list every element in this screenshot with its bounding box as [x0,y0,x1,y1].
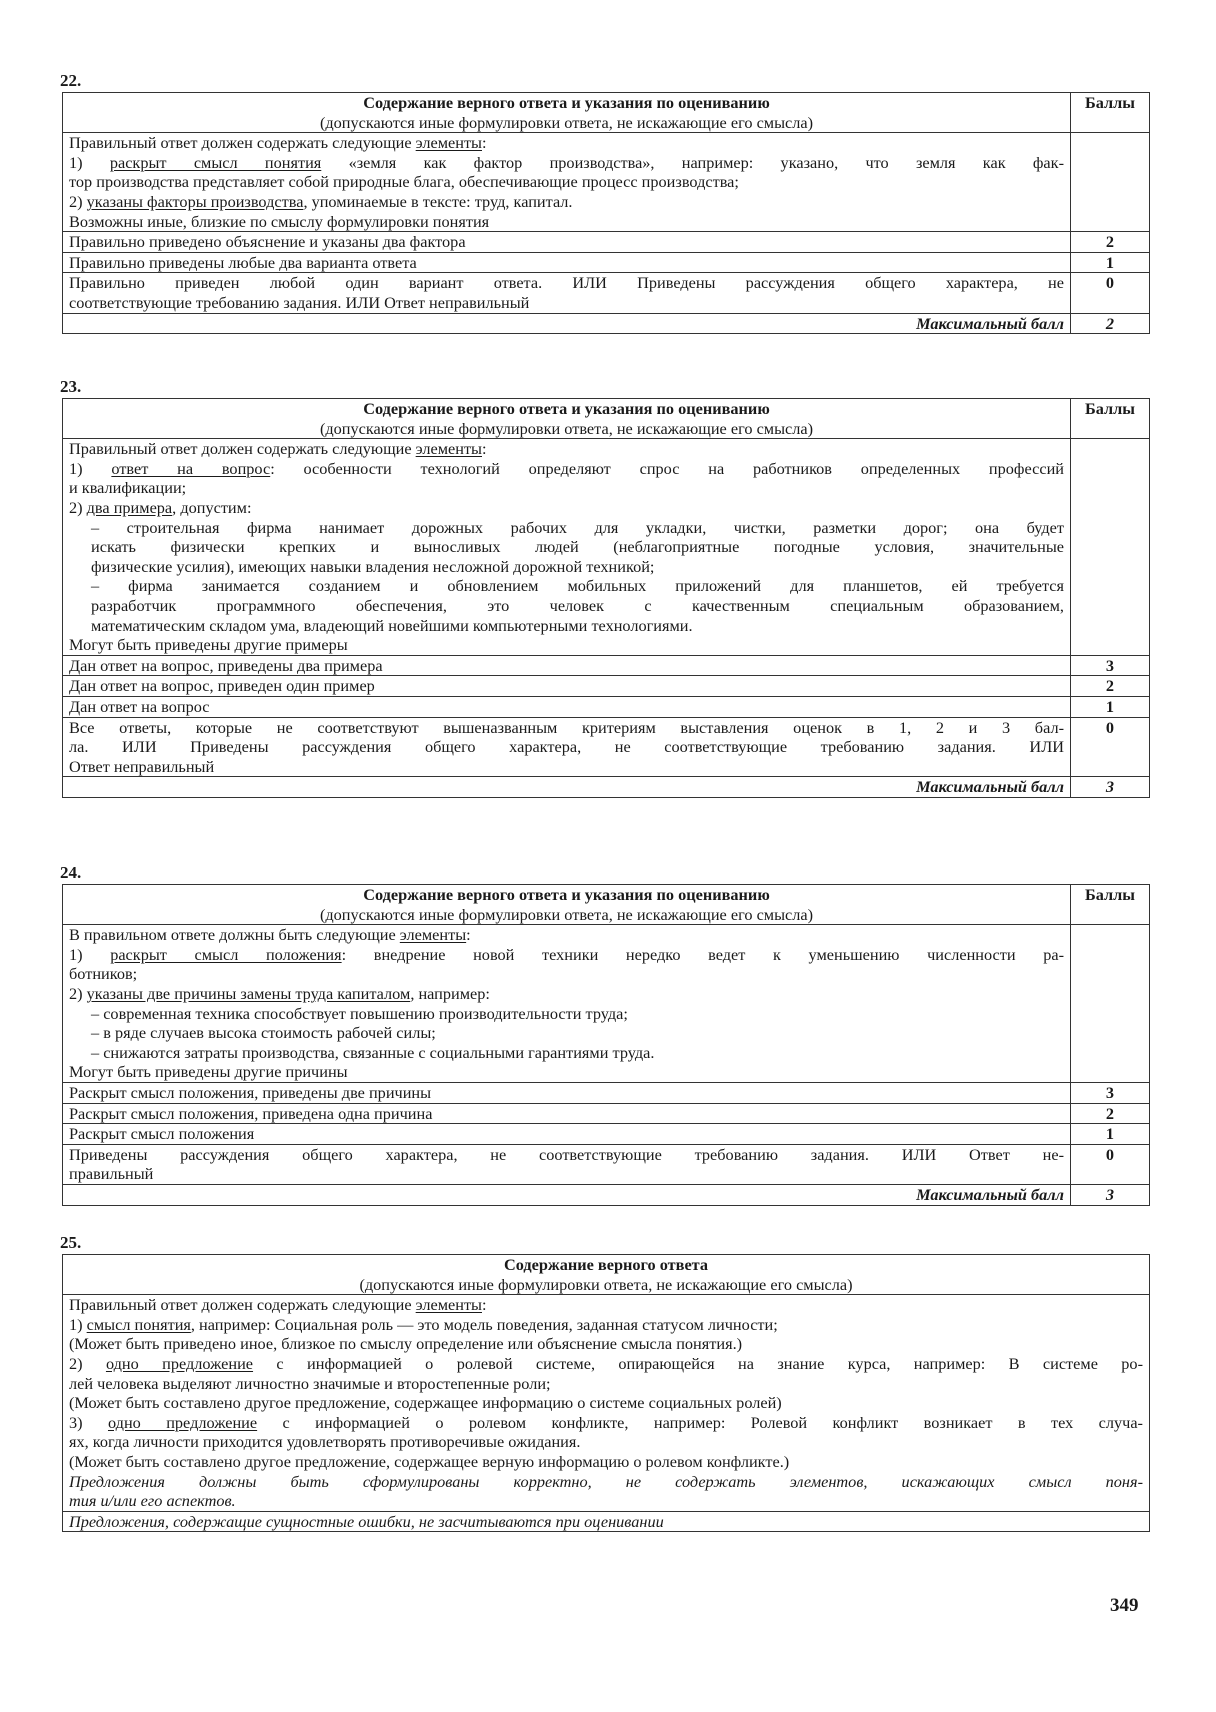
header-title: Содержание верного ответа и указания по оцениванию [363,399,770,418]
text-segment: – снижаются затраты производства, связанные с социальными гарантиями труда. [91,1042,655,1062]
text-segment: 1) [69,1314,87,1334]
criterion-score: 0 [1071,1144,1150,1184]
text-segment: 2) [69,497,87,517]
criterion-line: Приведены рассуждения общего характера, не соответствующие требованию задания. ИЛИ Ответ не- [69,1144,1064,1164]
text-segment: – строительная фирма нанимает дорожных рабочих для укладки, чистки, разметки дорог; она будет [91,517,1064,537]
text-segment: ботников; [69,964,138,984]
text-segment: Могут быть приведены другие примеры [69,635,348,655]
content-line [69,1334,1143,1354]
text-segment: Предложения должны быть сформулированы корректно, не содержать элементов, искажающих смысл поня- [69,1471,1143,1491]
max-score-row [63,313,1150,334]
empty-score-cell [1071,925,1150,1083]
text-segment: физические усилия), имеющих навыки владения несложной дорожной техникой; [91,556,655,576]
max-score-value: 2 [1071,313,1150,334]
content-line [69,925,1064,945]
text-segment: , например: [410,983,490,1003]
answer-content-cell [63,439,1071,656]
criterion-row [63,1124,1150,1145]
task-section [62,376,1150,798]
text-segment: , упоминаемые в тексте: труд, капитал. [303,191,573,211]
empty-score-cell [1071,133,1150,232]
text-segment: тор производства представляет собой природные блага, обеспечивающие процесс производства; [69,172,739,192]
grading-table [62,92,1150,334]
text-segment: В правильном ответе должны быть следующие [69,925,400,945]
content-line [69,1295,1143,1315]
task-number: 25. [60,1233,82,1252]
text-segment: , например: Социальная роль — это модель поведения, заданная статусом личности; [190,1314,778,1334]
criterion-row [63,273,1150,313]
criterion-row [63,676,1150,697]
underlined-key-element: элементы [399,925,467,945]
content-row [63,133,1150,232]
criterion-line: Все ответы, которые не соответствуют вышеназванным критериям выставления оценок в 1, 2 и 3 бал- [69,717,1064,737]
criterion-score: 1 [1071,696,1150,717]
underlined-key-element: смысл понятия [86,1314,191,1334]
criterion-row [63,232,1150,253]
text-segment: 2) [69,1353,106,1373]
criterion-text [63,1124,1071,1145]
max-score-row [63,777,1150,798]
text-segment: искать физически крепких и выносливых людей (неблагоприятные погодные условия, значительные [91,537,1064,557]
content-line [69,1413,1143,1433]
underlined-key-element: раскрыт смысл положения [110,944,342,964]
underlined-key-element: элементы [415,133,482,153]
underlined-key-element: два примера [86,497,173,517]
text-segment: : особенности технологий определяют спрос на работников определенных профессий [270,458,1064,478]
content-line [69,557,1064,577]
underlined-key-element: одно предложение [105,1353,254,1373]
text-segment: 2) [69,983,87,1003]
criterion-score: 1 [1071,252,1150,273]
text-segment: ях, когда личности приходится удовлетворять противоречивые ожидания. [69,1432,581,1452]
criterion-line: Дан ответ на вопрос, приведен один пример [69,676,375,696]
text-segment: : внедрение новой техники нередко ведет к уменьшению численности ра- [341,944,1064,964]
content-row [63,925,1150,1083]
text-segment: (Может быть составлено другое предложение, содержащее верную информацию о ролевом конфликте.) [69,1451,790,1471]
header-subtitle: (допускаются иные формулировки ответа, не искажающие его смысла) [319,904,814,924]
underlined-key-element: ответ на вопрос [111,458,271,478]
text-segment: Правильный ответ должен содержать следующие [69,1295,416,1315]
points-header: Баллы [1071,399,1150,439]
content-line [69,439,1064,459]
criterion-text [63,252,1071,273]
grading-table [62,398,1150,798]
content-line [69,498,1064,518]
criterion-row [63,717,1150,777]
text-segment: – фирма занимается созданием и обновлением мобильных приложений для планшетов, ей требуется [91,576,1064,596]
criterion-score: 1 [1071,1124,1150,1145]
content-line [69,1004,1064,1024]
content-line [69,1354,1143,1374]
header-title: Содержание верного ответа [503,1255,709,1274]
text-segment: Возможны иные, близкие по смыслу формулировки понятия [69,211,490,231]
text-segment: , допустим: [172,497,252,517]
text-segment: Правильный ответ должен содержать следующие [69,439,416,459]
content-line [69,153,1064,173]
text-segment: Предложения, содержащие сущностные ошибки, не засчитываются при оценивании [69,1511,664,1531]
text-segment: математическим складом ума, владеющий новейшими компьютерными технологиями. [91,615,693,635]
criterion-score: 2 [1071,232,1150,253]
text-segment: «земля как фактор производства», например: указано, что земля как фак- [321,152,1064,172]
text-segment: с информацией о ролевой системе, опирающейся на знание курса, например: В системе ро- [253,1353,1143,1373]
content-line [69,1452,1143,1472]
criterion-text [63,717,1071,777]
content-line [69,945,1064,965]
criterion-line: Правильно приведен любой один вариант ответа. ИЛИ Приведены рассуждения общего характера, не [69,273,1064,293]
table-header-cell [63,399,1071,439]
content-line [69,1043,1064,1063]
max-score-value: 3 [1071,1184,1150,1205]
content-line [69,212,1064,232]
content-line [69,1491,1143,1511]
task-section [62,862,1150,1206]
max-score-label: Максимальный балл [63,313,1071,334]
content-row [63,439,1150,656]
content-line [63,1511,1149,1532]
criterion-score: 2 [1071,1103,1150,1124]
content-line [69,459,1064,479]
table-header-cell [63,93,1071,133]
criterion-line: Ответ неправильный [69,756,215,776]
content-line [69,1432,1143,1452]
content-row [63,1295,1150,1532]
header-row [63,1255,1150,1295]
task-number: 23. [60,377,82,396]
page-number: 349 [1110,1595,1139,1616]
content-line [69,984,1064,1004]
header-row [63,399,1150,439]
content-line [69,576,1064,596]
criterion-line: Правильно приведены любые два варианта ответа [69,252,417,272]
content-line [69,1374,1143,1394]
criterion-row [63,1103,1150,1124]
text-segment: 1) [69,152,110,172]
header-title: Содержание верного ответа и указания по оцениванию [363,885,770,904]
underlined-key-element: указаны две причины замены труда капиталом [86,983,411,1003]
text-segment: 2) [69,191,87,211]
text-segment: 1) [69,944,111,964]
content-line [69,478,1064,498]
task-number: 22. [60,71,82,90]
header-subtitle: (допускаются иные формулировки ответа, не искажающие его смысла) [319,112,814,132]
criterion-row [63,696,1150,717]
answer-table [62,1254,1150,1532]
points-header: Баллы [1071,93,1150,133]
header-subtitle: (допускаются иные формулировки ответа, не искажающие его смысла) [319,418,814,438]
max-score-label: Максимальный балл [63,1184,1071,1205]
criterion-text [63,232,1071,253]
max-score-row [63,1184,1150,1205]
criterion-score: 3 [1071,655,1150,676]
answer-content-cell [63,1295,1150,1532]
criterion-row [63,1144,1150,1184]
text-segment: : [482,133,487,153]
content-line [69,172,1064,192]
content-line [69,133,1064,153]
text-segment: – современная техника способствует повышению производительности труда; [91,1003,628,1023]
text-segment: Правильный ответ должен содержать следующие [69,133,416,153]
criterion-line: Раскрыт смысл положения, приведена одна причина [69,1103,433,1123]
content-line [69,192,1064,212]
points-header: Баллы [1071,885,1150,925]
underlined-key-element: одно предложение [107,1412,258,1432]
underlined-key-element: указаны факторы производства [86,191,304,211]
text-segment: разработчик программного обеспечения, это человек с качественным специальным образованием, [91,595,1064,615]
underlined-key-element: элементы [415,439,482,459]
text-segment: (Может быть составлено другое предложение, содержащее информацию о системе социальных ролей) [69,1393,782,1413]
criterion-score: 0 [1071,717,1150,777]
task-section [62,70,1150,334]
table-header-cell [63,1255,1150,1295]
answer-content-cell [63,925,1071,1083]
criterion-score: 3 [1071,1082,1150,1103]
max-score-label: Максимальный балл [63,777,1071,798]
content-line [69,964,1064,984]
content-line [69,1315,1143,1335]
content-line [69,1393,1143,1413]
task-number: 24. [60,863,82,882]
criterion-line: правильный [69,1164,154,1184]
text-segment: лей человека выделяют личностно значимые и второстепенные роли; [69,1373,551,1393]
underlined-key-element: раскрыт смысл понятия [109,152,322,172]
content-line [69,537,1064,557]
content-line [69,1472,1143,1492]
criterion-line: Раскрыт смысл положения [69,1124,255,1144]
criterion-text [63,655,1071,676]
criterion-line: Раскрыт смысл положения, приведены две причины [69,1082,432,1102]
text-segment: с информацией о ролевом конфликте, например: Ролевой конфликт возникает в тех случа- [257,1412,1143,1432]
criterion-score: 0 [1071,273,1150,313]
table-header-cell [63,885,1071,925]
content-line [69,635,1064,655]
text-segment: (Может быть приведено иное, близкое по смыслу определение или объяснение смысла понятия.) [69,1334,743,1354]
criterion-text [63,676,1071,697]
text-segment: – в ряде случаев высока стоимость рабочей силы; [91,1023,436,1043]
content-line [69,1062,1064,1082]
text-segment: 3) [69,1412,108,1432]
criterion-row [63,655,1150,676]
criterion-text [63,696,1071,717]
underlined-key-element: элементы [415,1295,482,1315]
criterion-line: Дан ответ на вопрос, приведены два примера [69,655,383,675]
text-segment: тия и/или его аспектов. [69,1491,236,1511]
content-line [69,1023,1064,1043]
text-segment: 1) [69,458,112,478]
criterion-text [63,1082,1071,1103]
criterion-row [63,252,1150,273]
header-row [63,885,1150,925]
criterion-text [63,1144,1071,1184]
criterion-line: соответствующие требованию задания. ИЛИ Ответ неправильный [69,292,530,312]
grading-table [62,884,1150,1206]
criterion-line: ла. ИЛИ Приведены рассуждения общего характера, не соответствующие требованию задания. ИЛИ [69,737,1064,757]
content-line [69,596,1064,616]
criterion-score: 2 [1071,676,1150,697]
task-section [62,1232,1150,1532]
text-segment: и квалификации; [69,478,187,498]
criterion-text [63,273,1071,313]
criterion-row [63,1082,1150,1103]
text-segment: : [466,925,471,945]
criterion-line: Дан ответ на вопрос [69,696,210,716]
header-title: Содержание верного ответа и указания по оцениванию [363,93,770,112]
criterion-text [63,1103,1071,1124]
empty-score-cell [1071,439,1150,656]
content-line [69,518,1064,538]
answer-content-cell [63,133,1071,232]
header-row [63,93,1150,133]
criterion-line: Правильно приведено объяснение и указаны два фактора [69,232,466,252]
text-segment: : [482,439,487,459]
content-line [69,616,1064,636]
header-subtitle: (допускаются иные формулировки ответа, не искажающие его смысла) [359,1274,853,1294]
text-segment: : [482,1295,487,1315]
text-segment: Могут быть приведены другие причины [69,1062,348,1082]
max-score-value: 3 [1071,777,1150,798]
